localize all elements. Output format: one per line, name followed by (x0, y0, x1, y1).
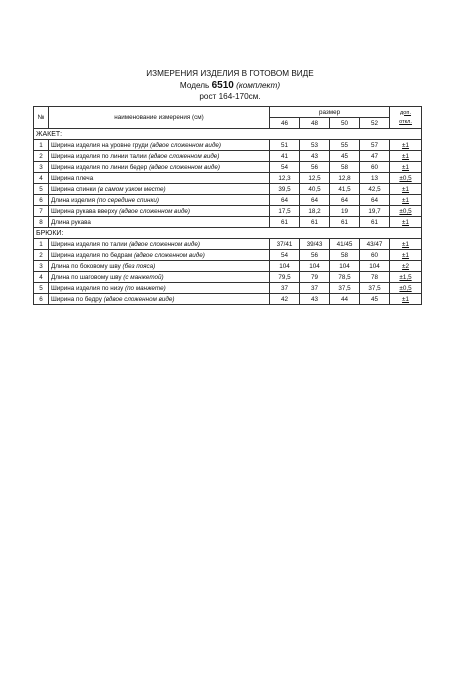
size-value: 56 (300, 250, 330, 261)
measurement-name-cell (49, 151, 270, 162)
size-value: 58 (330, 250, 360, 261)
measurement-name-cell (49, 294, 270, 305)
document-header (0, 68, 460, 103)
size-value: 18,2 (300, 206, 330, 217)
measurement-note: (с манжетой) (123, 273, 164, 281)
row-number: 3 (34, 162, 49, 173)
size-header: 52 (360, 118, 390, 129)
tolerance-value: ±1,5 (390, 272, 422, 283)
size-value: 64 (270, 195, 300, 206)
document-title: ИЗМЕРЕНИЯ ИЗДЕЛИЯ В ГОТОВОМ ВИДЕ (146, 69, 314, 78)
table-row (34, 162, 422, 173)
table-row (34, 173, 422, 184)
row-number: 4 (34, 272, 49, 283)
table-row (34, 261, 422, 272)
table-row (34, 283, 422, 294)
table-row (34, 195, 422, 206)
size-value: 37/41 (270, 239, 300, 250)
measurement-name: Длина по боковому шву (51, 262, 121, 270)
size-value: 104 (300, 261, 330, 272)
size-value: 57 (360, 140, 390, 151)
measurement-name: Длина изделия (51, 196, 96, 204)
col-name-header: наименование измерения (см) (49, 107, 270, 129)
size-value: 61 (330, 217, 360, 228)
size-value: 12,5 (300, 173, 330, 184)
size-value: 39/43 (300, 239, 330, 250)
size-value: 37 (300, 283, 330, 294)
size-value: 19,7 (360, 206, 390, 217)
col-dev-header-line1: доп. (400, 109, 412, 116)
row-number: 6 (34, 294, 49, 305)
size-value: 41/45 (330, 239, 360, 250)
measurement-name: Ширина изделия по линии бедер (51, 163, 148, 171)
size-header: 48 (300, 118, 330, 129)
tolerance-value: ±1 (390, 184, 422, 195)
size-value: 56 (300, 162, 330, 173)
measurement-name-cell (49, 206, 270, 217)
size-value: 43 (300, 151, 330, 162)
measurement-name: Ширина плеча (51, 174, 94, 182)
measurement-name: Ширина рукава вверху (51, 207, 118, 215)
size-header: 50 (330, 118, 360, 129)
measurement-name: Ширина изделия по бедрам (51, 251, 133, 259)
measurement-name-cell (49, 217, 270, 228)
size-value: 41 (270, 151, 300, 162)
size-value: 64 (330, 195, 360, 206)
size-value: 61 (360, 217, 390, 228)
model-note: (комплект) (236, 80, 281, 90)
measurement-note: (вдвое сложенном виде) (149, 163, 220, 171)
measurement-name: Ширина изделия на уровне груди (51, 141, 149, 149)
tolerance-value: ±1 (390, 140, 422, 151)
row-number: 1 (34, 140, 49, 151)
tolerance-value: ±1 (390, 217, 422, 228)
row-number: 3 (34, 261, 49, 272)
size-value: 64 (300, 195, 330, 206)
tolerance-value: ±1 (390, 250, 422, 261)
col-dev-header (390, 107, 422, 129)
size-value: 53 (300, 140, 330, 151)
size-value: 55 (330, 140, 360, 151)
col-dev-header-line2: откл. (399, 118, 412, 125)
section-title: ЖАКЕТ: (34, 129, 422, 140)
table-row (34, 250, 422, 261)
row-number: 5 (34, 184, 49, 195)
col-num-header: № (34, 107, 49, 129)
size-value: 12,8 (330, 173, 360, 184)
measurement-note: (по середине спинки) (96, 196, 160, 204)
row-number: 1 (34, 239, 49, 250)
measurement-name-cell (49, 173, 270, 184)
measurement-note: (вдвое сложенном виде) (119, 207, 191, 215)
measurement-name-cell (49, 272, 270, 283)
size-value: 42 (270, 294, 300, 305)
size-value: 60 (360, 250, 390, 261)
measurement-name-cell (49, 261, 270, 272)
section-title: БРЮКИ: (34, 228, 422, 239)
tolerance-value: ±0,5 (390, 283, 422, 294)
row-number: 6 (34, 195, 49, 206)
size-value: 45 (330, 151, 360, 162)
tolerance-value: ±1 (390, 151, 422, 162)
col-size-header: размер (270, 107, 390, 118)
size-value: 61 (300, 217, 330, 228)
size-value: 78 (360, 272, 390, 283)
measurement-note: (в самом узком месте) (97, 185, 166, 193)
measurement-name: Ширина изделия по низу (51, 284, 124, 292)
row-number: 7 (34, 206, 49, 217)
tolerance-value: ±1 (390, 162, 422, 173)
size-value: 104 (270, 261, 300, 272)
measurement-note: (вдвое сложенном виде) (148, 152, 220, 160)
size-value: 44 (330, 294, 360, 305)
row-number: 2 (34, 250, 49, 261)
section-row (34, 228, 422, 239)
size-value: 79 (300, 272, 330, 283)
tolerance-value: ±1 (390, 195, 422, 206)
size-value: 37,5 (360, 283, 390, 294)
measurement-name: Ширина изделия по талии (51, 240, 128, 248)
table-row (34, 294, 422, 305)
measurement-name: Ширина изделия по линии талии (51, 152, 147, 160)
measurement-name-cell (49, 250, 270, 261)
size-value: 60 (360, 162, 390, 173)
tolerance-value: ±1 (390, 294, 422, 305)
size-value: 54 (270, 162, 300, 173)
measurements-body (34, 129, 422, 305)
size-value: 64 (360, 195, 390, 206)
size-value: 43/47 (360, 239, 390, 250)
size-value: 39,5 (270, 184, 300, 195)
measurement-name-cell (49, 239, 270, 250)
measurement-note: (вдвое сложенном виде) (133, 251, 205, 259)
measurement-note: (по манжете) (125, 284, 166, 292)
measurement-name: Ширина спинки (51, 185, 96, 193)
measurement-name: Длина по шаговому шву (51, 273, 122, 281)
size-value: 40,5 (300, 184, 330, 195)
size-value: 17,5 (270, 206, 300, 217)
size-header: 46 (270, 118, 300, 129)
size-value: 43 (300, 294, 330, 305)
table-row (34, 272, 422, 283)
tolerance-value: ±0,5 (390, 173, 422, 184)
size-value: 54 (270, 250, 300, 261)
measurements-table (33, 106, 422, 305)
size-value: 37,5 (330, 283, 360, 294)
model-line (0, 80, 460, 92)
row-number: 8 (34, 217, 49, 228)
table-row (34, 140, 422, 151)
table-row (34, 151, 422, 162)
size-value: 13 (360, 173, 390, 184)
model-number: 6510 (211, 79, 234, 91)
size-value: 37 (270, 283, 300, 294)
measurement-name: Ширина по бедру (51, 295, 102, 303)
measurement-name-cell (49, 184, 270, 195)
tolerance-value: ±0,5 (390, 206, 422, 217)
table-row (34, 184, 422, 195)
size-value: 42,5 (360, 184, 390, 195)
header-row-1 (34, 107, 422, 118)
measurement-name-cell (49, 195, 270, 206)
tolerance-value: ±1 (390, 239, 422, 250)
size-value: 104 (330, 261, 360, 272)
size-value: 45 (360, 294, 390, 305)
tolerance-value: ±2 (390, 261, 422, 272)
measurement-note: (вдвое сложенном виде) (150, 141, 222, 149)
row-number: 4 (34, 173, 49, 184)
measurement-name-cell (49, 140, 270, 151)
row-number: 5 (34, 283, 49, 294)
section-row (34, 129, 422, 140)
measurement-name-cell (49, 162, 270, 173)
table-row (34, 206, 422, 217)
size-value: 51 (270, 140, 300, 151)
size-value: 61 (270, 217, 300, 228)
size-value: 12,3 (270, 173, 300, 184)
measurement-note: (вдвое сложенном виде) (103, 295, 175, 303)
size-value: 78,5 (330, 272, 360, 283)
row-number: 2 (34, 151, 49, 162)
table-row (34, 217, 422, 228)
measurement-note: (вдвое сложенном виде) (129, 240, 200, 248)
model-prefix: Модель (179, 80, 210, 90)
height-range: рост 164-170см. (199, 92, 261, 101)
size-value: 79,5 (270, 272, 300, 283)
size-value: 58 (330, 162, 360, 173)
size-value: 19 (330, 206, 360, 217)
measurement-name: Длина рукава (51, 218, 91, 226)
size-value: 47 (360, 151, 390, 162)
size-value: 41,5 (330, 184, 360, 195)
table-row (34, 239, 422, 250)
measurement-note: (без пояса) (122, 262, 156, 270)
measurement-name-cell (49, 283, 270, 294)
size-value: 104 (360, 261, 390, 272)
